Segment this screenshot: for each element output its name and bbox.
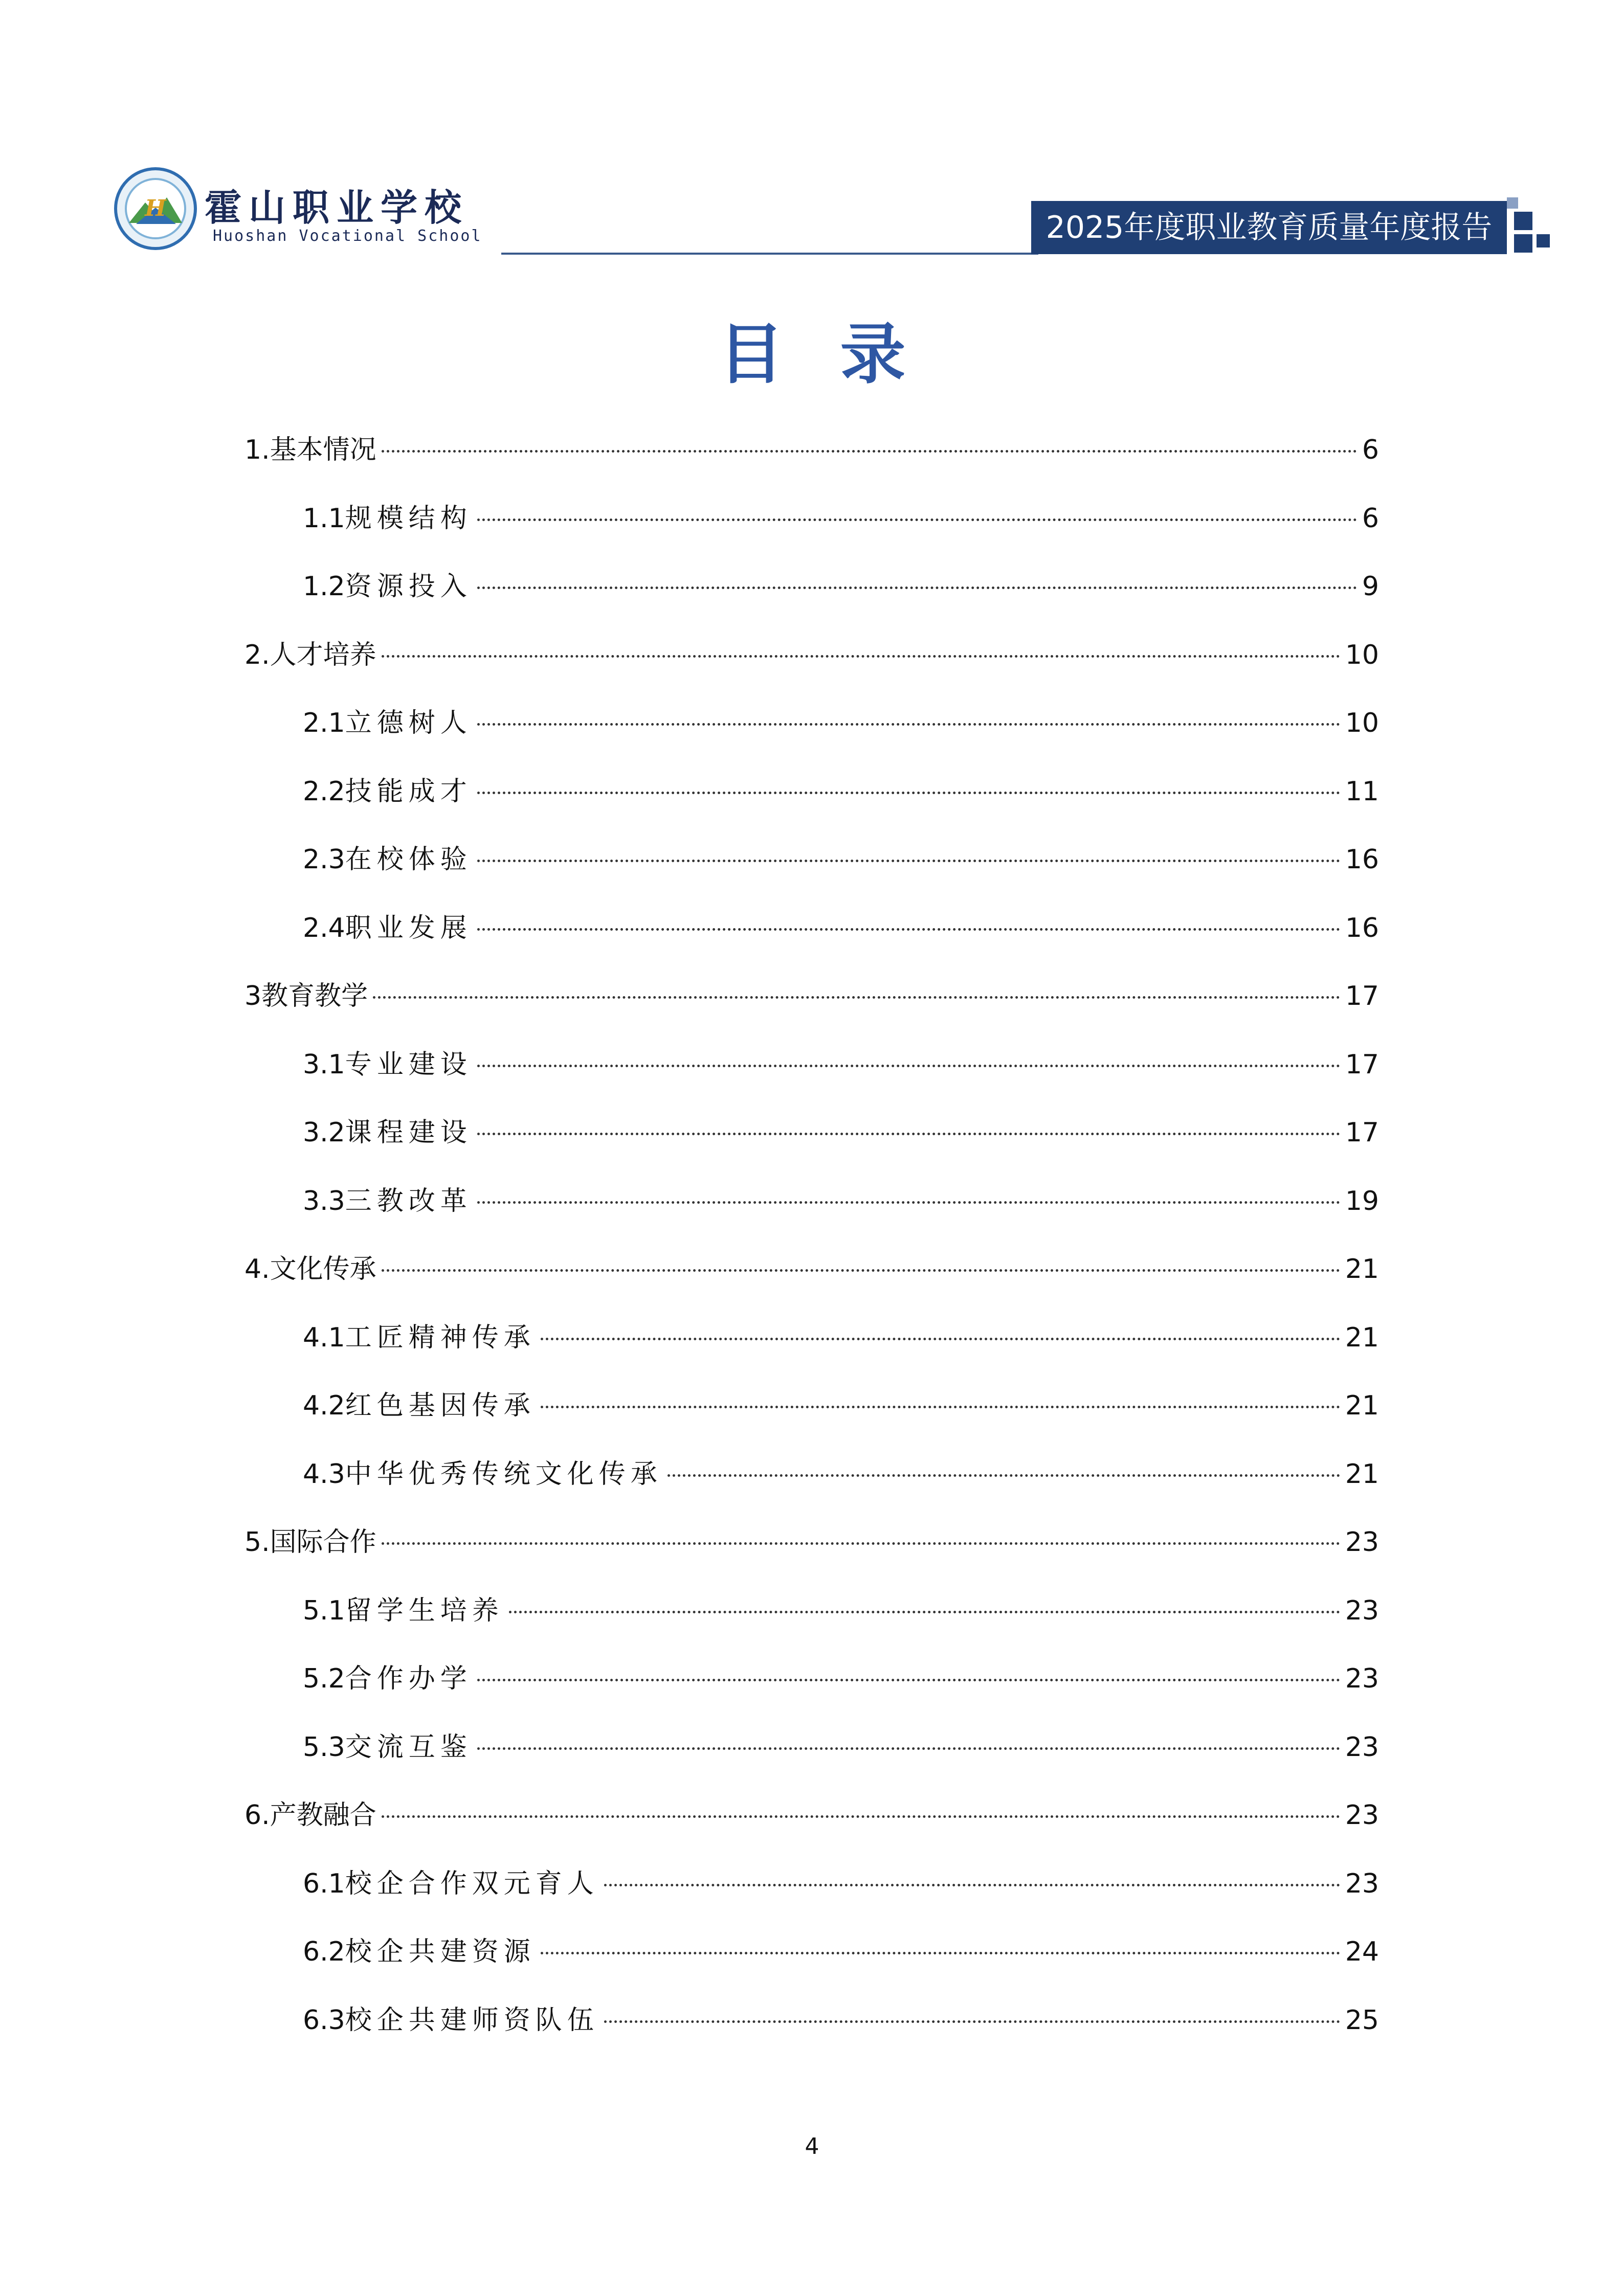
toc-entry-label: 红色基因传承	[345, 1390, 536, 1421]
dot-leader	[668, 1472, 1340, 1477]
toc-entry-number: 2.2	[303, 776, 345, 807]
toc-entry-page: 21	[1345, 1390, 1379, 1421]
toc-entry[interactable]	[303, 566, 1379, 607]
dot-leader	[604, 2018, 1340, 2023]
toc-entry-number: 5.1	[303, 1595, 345, 1626]
toc-entry-label: 职业发展	[345, 912, 472, 943]
toc-entry-page: 6	[1362, 435, 1379, 465]
page-number: 4	[805, 2133, 819, 2159]
toc-entry[interactable]	[244, 1249, 1379, 1290]
toc-entry-number: 4.	[244, 1254, 270, 1285]
toc-entry[interactable]	[303, 839, 1379, 880]
toc-entry-number: 3.1	[303, 1049, 345, 1080]
toc-entry-number: 2.4	[303, 912, 345, 943]
toc-entry-number: 5.2	[303, 1663, 345, 1694]
toc-entry-page: 23	[1345, 1663, 1379, 1694]
toc-entry-label: 交流互鉴	[345, 1731, 472, 1763]
toc-entry-number: 6.1	[303, 1868, 345, 1899]
toc-entry-number: 3	[244, 981, 262, 1011]
dot-leader	[477, 1199, 1340, 1204]
svg-text:H: H	[145, 195, 166, 221]
toc-entry[interactable]	[303, 1181, 1379, 1222]
toc-entry-label: 文化传承	[270, 1254, 376, 1285]
toc-entry-number: 3.2	[303, 1117, 345, 1148]
toc-entry-page: 21	[1345, 1458, 1379, 1490]
toc-entry-label: 规模结构	[345, 503, 472, 534]
dot-leader	[477, 858, 1340, 862]
toc-entry-page: 23	[1345, 1731, 1379, 1763]
toc-entry-number: 2.1	[303, 708, 345, 738]
toc-entry-number: 4.2	[303, 1390, 345, 1421]
toc-entry-label: 校企合作双元育人	[345, 1868, 599, 1899]
toc-entry-page: 17	[1345, 1049, 1379, 1080]
page-header	[0, 0, 1624, 266]
toc-entry-label: 国际合作	[270, 1527, 376, 1558]
dot-leader	[541, 1336, 1340, 1340]
toc-entry-label: 三教改革	[345, 1185, 472, 1217]
toc-entry-number: 5.3	[303, 1731, 345, 1763]
toc-entry-label: 产教融合	[270, 1800, 376, 1831]
toc-entry[interactable]	[244, 1795, 1379, 1836]
toc-entry[interactable]	[303, 908, 1379, 949]
toc-entry-number: 6.2	[303, 1937, 345, 1967]
dot-leader	[477, 584, 1357, 589]
corner-decoration	[1507, 197, 1518, 209]
toc-entry-label: 基本情况	[270, 435, 376, 465]
toc-entry-number: 1.1	[303, 503, 345, 534]
dot-leader	[382, 1267, 1340, 1272]
school-logo-emblem	[114, 167, 197, 251]
toc-entry-label: 课程建设	[345, 1117, 472, 1148]
toc-entry-label: 校企共建师资队伍	[345, 2005, 599, 2036]
toc-entry-label: 专业建设	[345, 1049, 472, 1080]
toc-entry-page: 23	[1345, 1527, 1379, 1558]
toc-entry[interactable]	[303, 1931, 1379, 1972]
toc-entry-label: 工匠精神传承	[345, 1322, 536, 1353]
toc-entry[interactable]	[303, 1112, 1379, 1153]
dot-leader	[477, 1677, 1340, 1681]
dot-leader	[477, 790, 1340, 794]
toc-entry-label: 资源投入	[345, 571, 472, 602]
report-title-banner: 2025年度职业教育质量年度报告	[1031, 201, 1507, 254]
corner-decoration	[1514, 212, 1532, 230]
toc-entry-number: 4.3	[303, 1458, 345, 1490]
toc-entry[interactable]	[244, 635, 1379, 676]
toc-entry-label: 技能成才	[345, 776, 472, 807]
dot-leader	[541, 1404, 1340, 1408]
school-name-en: Huoshan Vocational School	[213, 227, 482, 245]
corner-decoration	[1514, 234, 1532, 253]
toc-entry-page: 16	[1345, 844, 1379, 875]
toc-entry[interactable]	[303, 1044, 1379, 1085]
toc-entry[interactable]	[303, 1863, 1379, 1904]
toc-entry[interactable]	[244, 430, 1379, 470]
dot-leader	[382, 1813, 1340, 1818]
dot-leader	[382, 653, 1340, 658]
toc-entry-page: 21	[1345, 1254, 1379, 1285]
header-divider	[501, 253, 1038, 255]
toc-entry-page: 23	[1345, 1800, 1379, 1831]
toc-entry[interactable]	[303, 1658, 1379, 1699]
toc-entry-page: 10	[1345, 708, 1379, 738]
toc-entry-page: 25	[1345, 2005, 1379, 2036]
toc-entry-page: 17	[1345, 981, 1379, 1011]
toc-entry[interactable]	[303, 498, 1379, 539]
dot-leader	[477, 1063, 1340, 1067]
school-name-cn: 霍山职业学校	[205, 186, 469, 229]
toc-entry[interactable]	[303, 771, 1379, 812]
toc-entry-page: 21	[1345, 1322, 1379, 1353]
toc-entry[interactable]	[303, 1590, 1379, 1631]
dot-leader	[541, 1950, 1340, 1954]
toc-entry-label: 人才培养	[270, 639, 376, 670]
toc-entry[interactable]	[244, 976, 1379, 1017]
toc-entry-number: 6.3	[303, 2005, 345, 2036]
toc-entry-label: 中华优秀传统文化传承	[345, 1458, 662, 1490]
toc-entry[interactable]	[303, 703, 1379, 744]
toc-entry-number: 2.	[244, 639, 270, 670]
toc-entry-label: 留学生培养	[345, 1595, 504, 1626]
toc-entry-number: 1.2	[303, 571, 345, 602]
toc-entry-page: 17	[1345, 1117, 1379, 1148]
toc-entry-number: 6.	[244, 1800, 270, 1831]
toc-entry[interactable]	[303, 1454, 1379, 1495]
toc-entry-number: 5.	[244, 1527, 270, 1558]
dot-leader	[477, 721, 1340, 726]
dot-leader	[477, 516, 1357, 521]
toc-entry-page: 10	[1345, 639, 1379, 670]
toc-entry-page: 23	[1345, 1595, 1379, 1626]
toc-entry-number: 1.	[244, 435, 270, 465]
toc-entry[interactable]	[303, 1317, 1379, 1358]
dot-leader	[382, 448, 1357, 453]
toc-entry-page: 9	[1362, 571, 1379, 602]
toc-entry-number: 3.3	[303, 1185, 345, 1217]
toc-entry-label: 合作办学	[345, 1663, 472, 1694]
dot-leader	[477, 926, 1340, 931]
corner-decoration	[1537, 234, 1550, 247]
toc-entry[interactable]	[303, 1727, 1379, 1768]
dot-leader	[477, 1131, 1340, 1135]
toc-entry-page: 24	[1345, 1937, 1379, 1967]
toc-entry[interactable]	[303, 1385, 1379, 1426]
toc-entry-label: 立德树人	[345, 708, 472, 738]
toc-entry[interactable]	[303, 2000, 1379, 2041]
toc-entry-page: 6	[1362, 503, 1379, 534]
toc-title: 目录	[718, 316, 962, 393]
toc-entry-number: 2.3	[303, 844, 345, 875]
dot-leader	[477, 1745, 1340, 1750]
toc-entry-page: 23	[1345, 1868, 1379, 1899]
toc-entry-page: 19	[1345, 1185, 1379, 1217]
toc-entry-label: 在校体验	[345, 844, 472, 875]
dot-leader	[509, 1609, 1340, 1613]
toc-entry-label: 校企共建资源	[345, 1937, 536, 1967]
toc-entry-label: 教育教学	[261, 981, 368, 1011]
toc-entry[interactable]	[244, 1522, 1379, 1563]
toc-entry-number: 4.1	[303, 1322, 345, 1353]
toc-entry-page: 11	[1345, 776, 1379, 807]
toc-entry-page: 16	[1345, 912, 1379, 943]
dot-leader	[604, 1882, 1340, 1886]
dot-leader	[382, 1540, 1340, 1545]
dot-leader	[373, 994, 1340, 999]
